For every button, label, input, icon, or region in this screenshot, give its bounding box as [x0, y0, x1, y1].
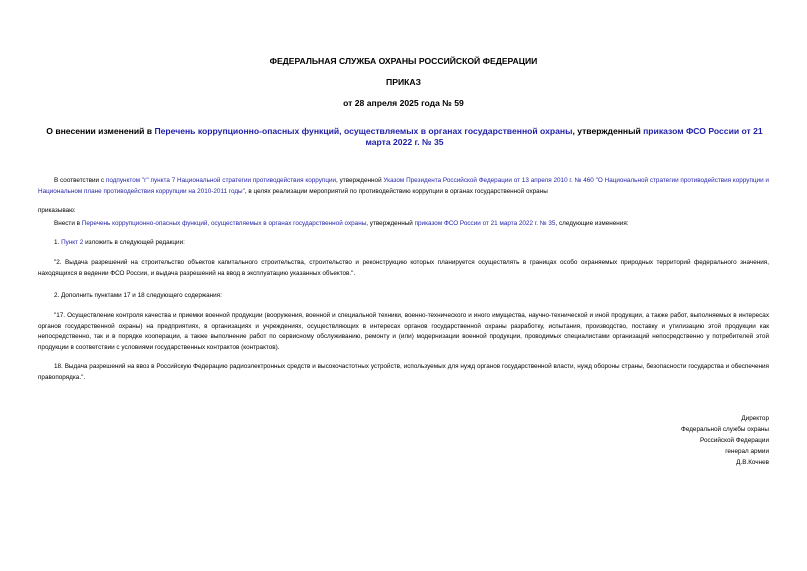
document-type-heading: ПРИКАЗ — [386, 77, 421, 87]
intro-text-3: , следующие изменения: — [555, 220, 629, 227]
item-1-text: изложить в следующей редакции: — [83, 239, 185, 246]
intro-link-order[interactable]: приказом ФСО России от 21 марта 2022 г. № 35 — [414, 220, 556, 227]
preamble-text-1: В соответствии с — [54, 177, 106, 184]
intro-link-list[interactable]: Перечень коррупционно-опасных функций, осуществляемых в органах государственной охраны — [81, 220, 367, 227]
item-2-paragraph: 2. Дополнить пунктами 17 и 18 следующего содержания: — [54, 292, 222, 299]
preamble-link-decree[interactable]: Указом Президента Российской Федерации от 13 апреля 2010 г. № 460 "О Национальной стратегии противодействия коррупции и Национальном плане противодействия коррупции на 2010-2011 годы" — [38, 177, 769, 195]
signature-line: Федеральной службы охраны — [681, 426, 769, 433]
signature-line: Российской Федерации — [700, 437, 769, 444]
intro-text-2: , утвержденный — [366, 220, 415, 227]
preamble-text-3: , в целях реализации мероприятий по противодействию коррупции в органах государственной охраны — [244, 187, 548, 195]
organization-heading: ФЕДЕРАЛЬНАЯ СЛУЖБА ОХРАНЫ РОССИЙСКОЙ ФЕДЕРАЦИИ — [269, 56, 538, 66]
preamble-text-2: , утвержденной — [336, 177, 384, 184]
title-text-2: , утвержденный — [572, 126, 644, 136]
signature-block — [569, 413, 769, 468]
signature-line: Директор — [741, 415, 769, 422]
intro-paragraph — [38, 219, 769, 230]
title-link-order[interactable]: приказом ФСО России от 21 марта 2022 г. № 35 — [365, 126, 763, 147]
title-text-1: О внесении изменений в — [46, 126, 155, 136]
preamble-link-strategy[interactable]: подпунктом "г" пункта 7 Национальной стратегии противодействия коррупции — [105, 177, 337, 184]
title-link-list[interactable]: Перечень коррупционно-опасных функций, осуществляемых в органах государственной охраны — [154, 126, 573, 136]
item-1-paragraph — [38, 238, 769, 249]
document-date-number: от 28 апреля 2025 года № 59 — [343, 98, 464, 108]
intro-text-1: Внести в — [54, 220, 82, 227]
signature-line: Д.В.Кочнев — [736, 459, 769, 466]
item-1-link-point-2[interactable]: Пункт 2 — [61, 239, 84, 246]
document-title — [38, 126, 771, 148]
item-1-number: 1. — [54, 239, 62, 246]
quote-point-2: "2. Выдача разрешений на строительство объектов капитального строительства, строительство и реконструкцию которых планируется осуществлять в границах особо охраняемых природных территорий федерального значения, находящихся в ведении ФСО России, и выдача разрешений на ввод в эксплуатацию указанных объектов.". — [38, 259, 769, 277]
order-word: приказываю: — [38, 207, 76, 214]
quote-point-17: "17. Осуществление контроля качества и приемки военной продукции (вооружения, военной и специальной техники, военно-технического и иного имущества, научно-технической и иной продукции, а также работ, выполняемых в интересах органов государственной охраны) на предприятиях, в организациях и учреждениях, осуществляющих в интересах органов государственной охраны разработку, испытания, производство, поставку и утилизацию этой продукции как непосредственно, так и в порядке кооперации, а также выполнение работ по сервисному обслуживанию, ремонту и (или) модернизации военной продукции, проводимых специалистами организаций непосредственно у потребителей этой продукции в соответствии с условиями государственных контрактов (контрактов). — [38, 312, 769, 351]
quote-point-18: 18. Выдача разрешений на ввоз в Российскую Федерацию радиоэлектронных средств и высокочастотных устройств, используемых для нужд органов государственной власти, нужд обороны страны, безопасности государства и обеспечения правопорядка.". — [38, 363, 769, 381]
preamble-paragraph — [38, 176, 769, 197]
signature-line: генерал армии — [725, 448, 769, 455]
